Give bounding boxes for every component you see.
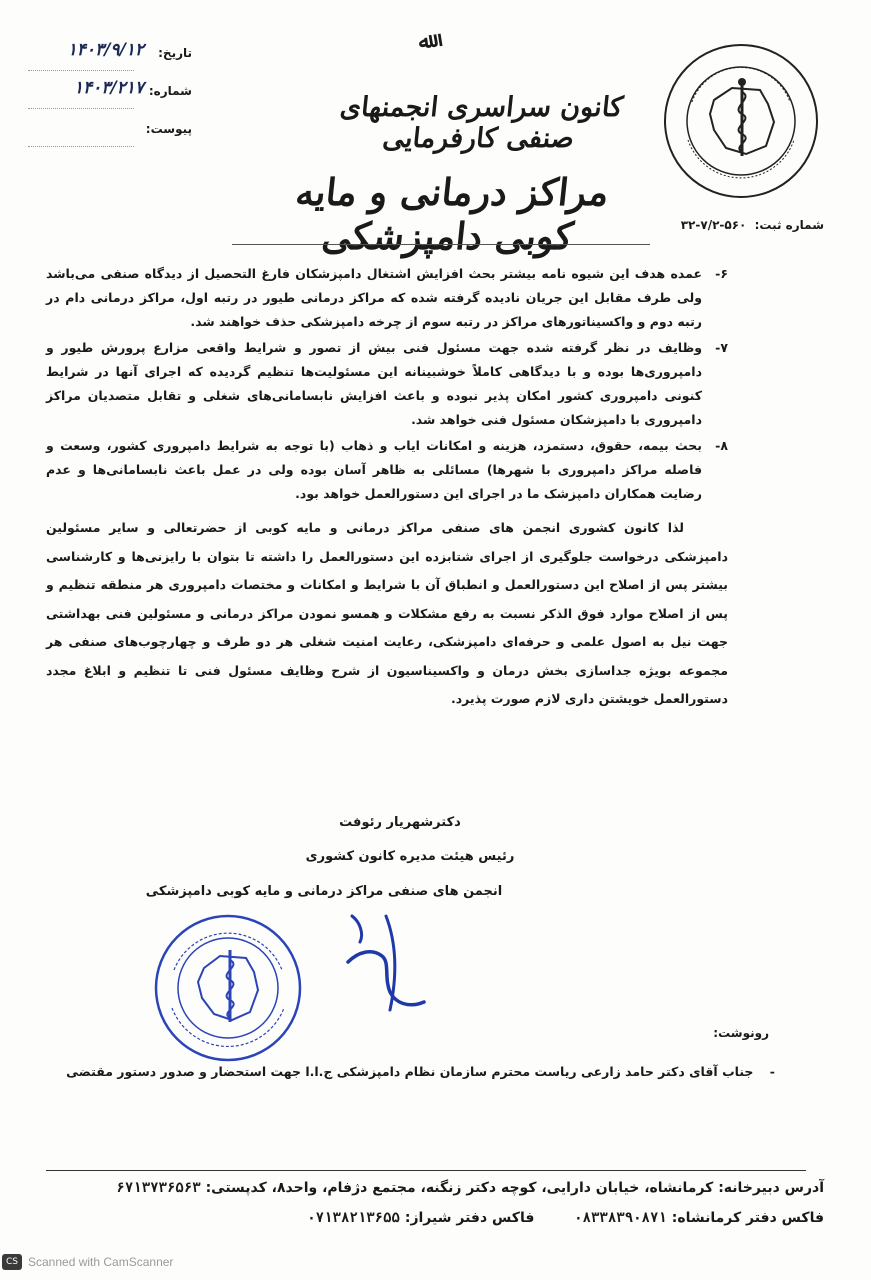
address-text: آدرس دبیرخانه: کرمانشاه، خیابان دارایی، کوچه دکتر زنگنه، مجتمع دژفام، واحد۸، کدپستی: <box>205 1180 824 1196</box>
list-item <box>46 262 728 334</box>
attachment-row <box>20 116 192 154</box>
footer-address <box>34 1180 824 1196</box>
number-row <box>20 78 192 116</box>
cc-label: رونوشت: <box>713 1026 769 1040</box>
date-value: ۱۴۰۳/۹/۱۲ <box>67 40 144 60</box>
list-item <box>46 434 728 506</box>
closing-paragraph: لذا کانون کشوری انجمن های صنفی مراکز درمانی و مایه کوبی از حضرتعالی و سایر مسئولین دامپزشکی درخواست جلوگیری از اجرای شتابزده این دستورالعمل را داشته تا بتوان با رایزنی‌ها و کارشناسی بیشتر پس از اصلاح این دستورالعمل و انطباق آن با شرایط و امکانات و مختصات دامپروری هر منطقه تنظیم و پس از اصلاح موارد فوق الذکر نسبت به رفع مشکلات و همسو نمودن مراکز درمانی و مسئولین فنی بهداشتی جهت نیل به اصول علمی و حرفه‌ای دامپزشکی، رعایت امنیت شغلی هر دو طرف و چهارچوب‌های صنفی هر مجموعه بویژه جداسازی بخش درمان و واکسیناسیون از شرح وظایف مسئول فنی تا تنظیم و ابلاغ مجدد دستورالعمل خویشتن داری لازم صورت پذیرد. <box>46 520 728 706</box>
signer-organization: انجمن های صنفی مراکز درمانی و مایه کوبی دامپزشکی <box>145 884 503 899</box>
header-divider <box>232 244 650 245</box>
list-item-text: بحث بیمه، حقوق، دستمزد، هزینه و امکانات ایاب و ذهاب (با توجه به شرایط دامپروری کشور، وسعت و فاصله مراکز دامپروری با شهرها) مسائلی به ظاهر آسان بوده ولی در عمل باعث نابسامانی‌ها و عدم رضایت همکاران دامپزشک ما در اجرای این دستورالعمل خواهد بود. <box>46 438 702 501</box>
registration-number <box>652 218 824 232</box>
list-item-number: ۶- <box>715 266 728 281</box>
cc-bullet: - <box>769 1064 775 1079</box>
letter-body <box>46 262 728 714</box>
cc-recipient <box>66 1064 775 1079</box>
number-value: ۱۴۰۳/۲۱۷ <box>73 78 144 98</box>
postal-code: ۶۷۱۳۷۳۶۵۶۳ <box>116 1180 201 1196</box>
scanner-watermark: Scanned with CamScanner <box>28 1255 174 1269</box>
organization-logo <box>662 42 820 200</box>
attachment-label: پیوست: <box>145 122 192 136</box>
date-row <box>20 40 192 78</box>
date-underline <box>28 70 134 71</box>
number-underline <box>28 108 134 109</box>
number-label: شماره: <box>148 84 192 98</box>
signer-title: رئیس هیئت مدیره کانون کشوری <box>305 849 515 864</box>
fax-shiraz: ۰۷۱۳۸۲۱۳۶۵۵ <box>307 1210 400 1226</box>
org-title-line2: مراکز درمانی و مایه کوبی دامپزشکی <box>293 170 612 258</box>
official-stamp <box>152 912 304 1064</box>
list-item-number: ۸- <box>715 438 728 453</box>
list-item <box>46 336 728 432</box>
registration-label: شماره ثبت: <box>754 218 824 232</box>
signer-name: دکترشهریار رئوفت <box>339 815 461 830</box>
list-item-text: وظایف در نظر گرفته شده جهت مسئول فنی بیش از تصور و شرایط واقعی مزارع پرورش طیور و دامپروری‌ها بوده و با دیدگاهی کاملاً خوشبینانه این مسئولیت‌ها تنظیم گردیده که اجرای آنها در شرایط کنونی دامپروری کشور امکان پذیر نبوده و باعث افزایش نابسامانی‌های شغلی و تقابل متصدیان مراکز دامپروری با دامپزشکان مسئول فنی خواهد شد. <box>46 340 702 427</box>
fax-kermanshah: ۰۸۳۳۸۳۹۰۸۷۱ <box>574 1210 667 1226</box>
invocation-mark: ﷲ <box>416 28 432 54</box>
cc-recipient-text: جناب آقای دکتر حامد زارعی ریاست محترم سازمان نظام دامپزشکی ج.ا.ا جهت استحضار و صدور دستور مقتضی <box>66 1064 754 1079</box>
list-item-text: عمده هدف این شیوه نامه بیشتر بحث افزایش اشتغال دامپزشکان فارغ التحصیل از دیدگاه صنفی می‌باشد ولی طرف مقابل این جریان نادیده گرفته شده که مراکز درمانی طیور در رتبه اول، مراکز درمانی دام در رتبه دوم و واکسیناتورهای مراکز در رتبه سوم از چرخه دامپزشکی حذف خواهند شد. <box>46 266 702 329</box>
letter-meta <box>20 40 192 154</box>
fax-kermanshah-label: فاکس دفتر کرمانشاه: <box>671 1210 824 1226</box>
camscanner-icon: CS <box>2 1254 22 1270</box>
attachment-underline <box>28 146 134 147</box>
handwritten-signature <box>338 912 434 1020</box>
fax-shiraz-label: فاکس دفتر شیراز: <box>404 1210 535 1226</box>
registration-value: ۵۶۰-۷/۲-۳۲ <box>680 218 747 232</box>
footer-divider <box>46 1170 806 1171</box>
date-label: تاریخ: <box>158 46 192 60</box>
footer-fax <box>34 1210 824 1226</box>
org-title-line1: کانون سراسری انجمنهای صنفی کارفرمایی <box>338 92 625 154</box>
list-item-number: ۷- <box>715 340 728 355</box>
